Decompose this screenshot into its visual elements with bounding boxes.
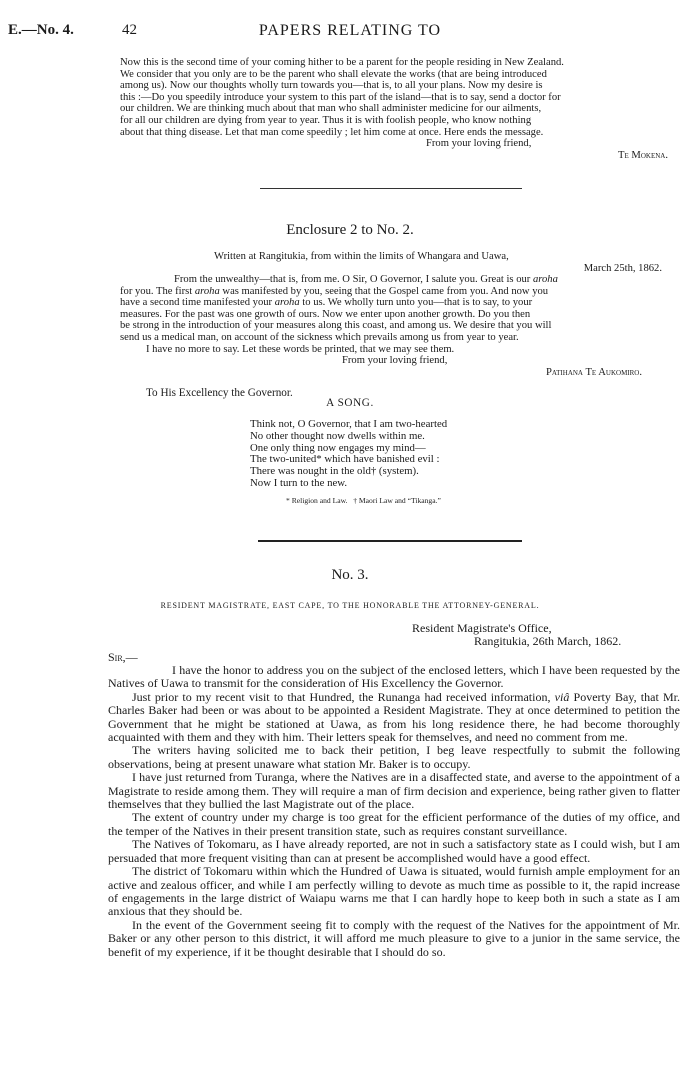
letter-te-mokena: [120, 57, 668, 161]
letter-signature: Te Mokena.: [618, 149, 668, 161]
letter-no3-body: [108, 664, 680, 959]
office-line: Resident Magistrate's Office,: [412, 621, 552, 635]
song-line: Think not, O Governor, that I am two-hearted: [250, 418, 448, 430]
enclosure-date: March 25th, 1862.: [583, 262, 662, 274]
song-footnote: * Religion and Law. † Maori Law and “Tikanga.”: [286, 496, 441, 505]
song-title: A SONG.: [326, 397, 374, 409]
song-line: No other thought now dwells within me.: [250, 429, 425, 442]
enclosure-heading: Enclosure 2 to No. 2.: [286, 222, 414, 238]
salutation: Sir,—: [108, 650, 138, 664]
letter-line: among us). Now our thoughts wholly turn towards you—that is, to all your plans. Now my desire is: [120, 80, 543, 92]
enclosure-line: measures. For the past was one growth of ours. Now we enter upon another growth. Do you then: [120, 308, 531, 320]
enclosure-signature: Patihana Te Aukomiro.: [545, 366, 642, 378]
enclosure-closing: From your loving friend,: [342, 355, 448, 367]
song-verse: [250, 419, 550, 490]
letter-line: for all our children are dying from year to year. Thus it is with foolish people, who know nothing: [120, 114, 532, 126]
section-divider: [260, 188, 522, 189]
letter-line: about that thing disease. Let that man come speedily ; let him come at once. Here ends the message.: [120, 126, 544, 138]
running-title: PAPERS RELATING TO: [258, 22, 442, 39]
page-number: 42: [122, 22, 137, 38]
enclosure-line: for you. The first aroha was manifested by you, seeing that the Gospel came from you. And now you: [120, 285, 549, 297]
enclosure-place-line: Written at Rangitukia, from within the limits of Whangara and Uawa,: [214, 251, 509, 262]
paragraph: I have the honor to address you on the subject of the enclosed letters, which I have been requested by the Natives of Uawa to transmit for the consideration of His Excellency the Governor.: [108, 663, 680, 691]
place-date-line: Rangitukia, 26th March, 1862.: [474, 634, 622, 649]
paragraph: I have just returned from Turanga, where the Natives are in a disaffected state, and averse to the appointment of a Magistrate to reside among them. They will require a man of firm decision and experience, being rather given to flatter themselves that they bullied the last Magistrate out of the place.: [108, 770, 680, 812]
song-line: The two-united* which have banished evil :: [250, 453, 440, 466]
paragraph: Just prior to my recent visit to that Hundred, the Runanga had received information, viâ Poverty Bay, that Mr. Charles Baker had been or was about to be appointed a Resident Magistrate. They at once determined to petition the Government that he might be stationed at Uawa, as from his long residence there, he had become thoroughly acquainted with them and they with him. Their letters speak for themselves, and need no comment from me.: [108, 689, 680, 745]
enclosure-line: From the unwealthy—that is, from me. O Sir, O Governor, I salute you. Great is our aroha: [174, 274, 558, 285]
song-line: Now I turn to the new.: [250, 476, 348, 489]
letter-line: Now this is the second time of your coming hither to be a parent for the people residing in New Zealand.: [120, 57, 564, 68]
section-divider-heavy: [258, 540, 522, 542]
enclosure-no-more: I have no more to say. Let these words be printed, that we may see them.: [146, 343, 455, 355]
enclosure-line: have a second time manifested your aroha to us. We wholly turn unto you—that is to say, to your: [120, 297, 533, 309]
paragraph: The Natives of Tokomaru, as I have already reported, are not in such a satisfactory state as I could wish, but I am persuaded that more frequent visiting than can at present be accomplished would have a good effect.: [108, 837, 680, 865]
page-header: [8, 22, 692, 46]
enclosure-line: send us a medical man, on account of the sickness which prevails among us from year to year.: [120, 331, 519, 343]
enclosure-body: [120, 274, 668, 378]
letter-line: this :—Do you speedily introduce your system to this part of the island—that is to say, send a doctor for: [120, 91, 561, 103]
enclosure-letter: [120, 251, 668, 274]
letter-no3-heading: No. 3.: [331, 567, 369, 583]
song-line: There was nought in the old† (system).: [250, 465, 419, 478]
letter-no3-address: [412, 622, 682, 649]
song-line: One only thing now engages my mind—: [250, 441, 426, 454]
enclosure-line: be strong in the introduction of your measures along this coast, and among us. We desire that you will: [120, 320, 552, 332]
enclosure-addressee: To His Excellency the Governor.: [146, 387, 293, 399]
letter-line: We consider that you only are to be the parent who shall elevate the works (that are being introduced: [120, 68, 547, 80]
letter-line: our children. We are thinking much about that man who shall administer medicine for our ailments,: [120, 103, 542, 115]
letter-no3-subheading: RESIDENT MAGISTRATE, EAST CAPE, TO THE HONORABLE THE ATTORNEY-GENERAL.: [160, 601, 540, 610]
paragraph: The district of Tokomaru within which the Hundred of Uawa is situated, would furnish ample employment for an active and zealous officer, and while I am perfectly willing to devote as much time as possible to it, the rapid increase of engagements in the large district of Waiapu warns me that I can hardly hope to keep both in such a state as I am anxious that they should be.: [108, 864, 680, 919]
paragraph: In the event of the Government seeing fit to comply with the request of the Natives for the appointment of Mr. Baker or any other person to this district, it will afford me much pleasure to give to a junior in the same service, the benefit of my experience, if it be thought desirable that I should do so.: [108, 917, 680, 959]
letter-closing: From your loving friend,: [426, 138, 532, 150]
paragraph: The extent of country under my charge is too great for the efficient performance of the duties of my office, and the temper of the Natives in their present transition state, such as requires constant surveillance.: [108, 810, 680, 838]
document-reference: E.—No. 4.: [8, 22, 74, 38]
paragraph: The writers having solicited me to back their petition, I beg leave respectfully to submit the following observations, being at present unaware what station Mr. Baker is to occupy.: [108, 743, 680, 771]
